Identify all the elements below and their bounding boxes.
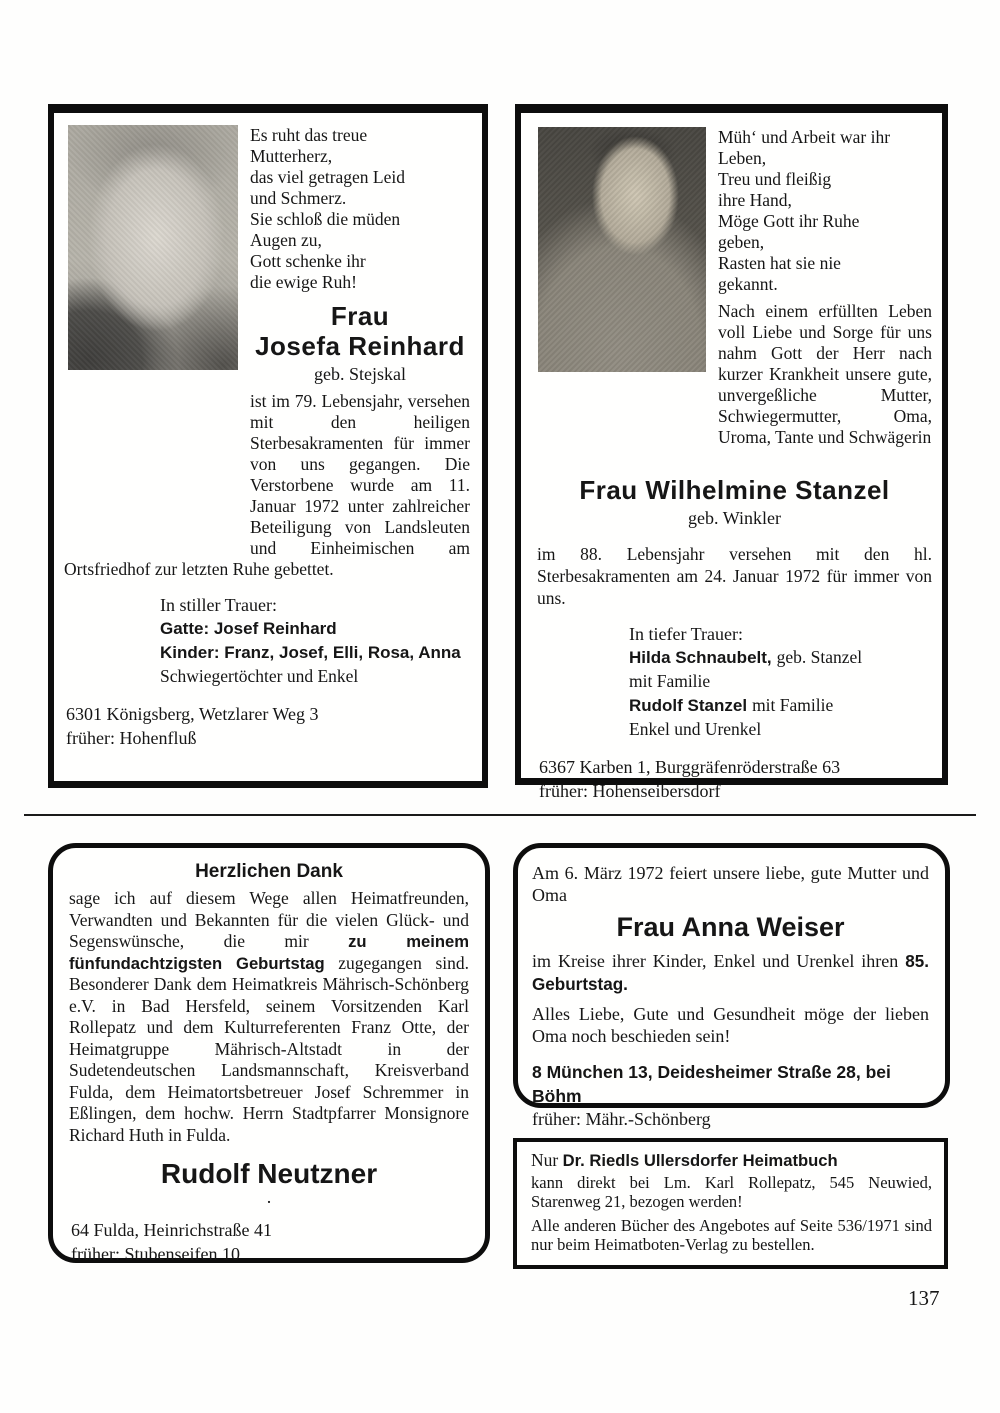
celebrant-name: Frau Anna Weiser [616,912,845,942]
poem-line: ihre Hand, [718,190,792,210]
poem-line: geben, [718,232,765,252]
address-block [539,755,932,803]
mourner-line [629,718,932,741]
address-line: 8 München 13, Deidesheimer Straße 28, bei Böhm [532,1062,891,1106]
notice-paragraph: kann direkt bei Lm. Karl Rollepatz, 545 Neuwied, Starenweg 21, bezogen werden! [531,1173,932,1211]
deceased-name: Frau Wilhelmine Stanzel [579,475,890,505]
lead-text-bold: Dr. Riedls Ullersdorfer Heimatbuch [562,1151,838,1170]
signature-dot: . [266,1187,272,1207]
mourning-section [629,623,932,741]
signature-name: Rudolf Neutzner [160,1158,378,1189]
poem-line: Müh‘ und Arbeit war ihr [718,127,891,147]
notice-body-text2: Alles Liebe, Gute und Gesundheit möge der lieben Oma noch beschieden sein! [532,1004,929,1046]
maiden-name: geb. Winkler [688,508,781,528]
notice-lead [531,1150,932,1171]
obituary-josefa-reinhard [48,104,488,788]
mourner-name: Kinder: Franz, Josef, Elli, Rosa, Anna [160,643,461,662]
body-text: im Kreise ihrer Kinder, Enkel und Urenkel ihren [532,951,906,971]
mourner-rest: mit Familie [752,695,834,715]
notice-body-text [69,888,469,1146]
poem-line: Sie schloß die müden [250,209,401,229]
obituary-wilhelmine-stanzel [515,104,948,801]
poem-line: Augen zu, [250,230,322,250]
poem-line: und Schmerz. [250,188,347,208]
birthday-notice-anna-weiser [513,843,950,1129]
obituary-intro-text: Nach einem erfüllten Leben voll Liebe und Sorge für uns nahm Gott der Herr nach kurzer Krankheit unsere gute, unvergeßliche Mutter, Schwiegermutter, Oma, Uroma, Tante und Schwägerin [718,301,932,447]
mourner-rest: Schwiegertöchter und Enkel [160,666,359,686]
mourning-section [160,594,470,688]
maiden-name: geb. Stejskal [314,364,406,384]
mourner-line [160,665,470,688]
body-text: sage ich auf diesem Wege allen Heimatfreunden, Verwandten und Bekannten für die vielen Glück- und Segenswünsche, die mir [69,888,469,951]
mourner-line [160,641,470,664]
portrait-photo-josefa-reinhard [68,125,238,370]
address-line: 6367 Karben 1, Burggräfenröderstraße 63 [539,757,841,777]
notice-body-text [532,950,929,996]
photo-column [537,125,718,475]
heimatbuch-notice [513,1138,948,1269]
poem-line: Rasten hat sie nie [718,253,841,273]
poem-line: Mutterherz, [250,146,333,166]
notice-heading: Herzlichen Dank [195,861,343,882]
address-line: 64 Fulda, Heinrichstraße 41 [71,1220,272,1240]
mourner-rest: Enkel und Urenkel [629,719,762,739]
poem-line: die ewige Ruh! [250,272,357,292]
former-residence: früher: Hohenseibersdorf [539,781,721,801]
address-block [71,1218,469,1266]
poem-line: Möge Gott ihr Ruhe [718,211,860,231]
mourning-intro: In stiller Trauer: [160,595,277,615]
body-text-bold: zu meinem fünfundachtzigsten Geburtstag [69,932,469,973]
former-residence: früher: Stubenseifen 10 [71,1244,240,1264]
lead-text: Nur [531,1150,563,1170]
mourner-name: Hilda Schnaubelt, [629,648,772,667]
body-text: zugegangen sind. Besonderer Dank dem Heimatkreis Mährisch-Schönberg e.V. in Bad Hersfeld, seinem Vorsitzenden Karl Rollepatz und dem Kulturreferenten Franz Otte, der Heimatgruppe Mährisch-Altstadt in der Sudetendeutschen Landsmannschaft, Kreisverband Fulda, dem Heimatortsbetreuer Josef Schremmer in Eßlingen, dem hochw. Herrn Stadtpfarrer Monsignore Richard Huth in Fulda. [69,952,469,1145]
mourner-rest: mit Familie [629,671,711,691]
poem-line: das viel getragen Leid [250,167,406,187]
address-line: 6301 Königsberg, Wetzlarer Weg 3 [66,704,319,724]
obituary-body-text: im 88. Lebensjahr versehen mit den hl. Sterbesakramenten am 24. Januar 1972 für immer von uns. [537,544,932,608]
notice-paragraph: Alle anderen Bücher des Angebotes auf Seite 536/1971 sind nur beim Heimatboten-Verlag zu bestellen. [531,1216,932,1254]
deceased-name-prefix: Frau [330,301,390,331]
poem-line: Gott schenke ihr [250,251,366,271]
mourner-name: Gatte: Josef Reinhard [160,619,337,638]
thanks-notice-rudolf-neutzner [48,843,490,1263]
mourner-line [160,617,470,640]
address-block [66,702,470,750]
body-text-bold: 85. Geburtstag. [532,952,929,994]
poem-line: Treu und fleißig [718,169,832,189]
former-residence: früher: Hohenfluß [66,728,197,748]
page-number: 137 [908,1286,940,1310]
mourner-line [629,694,932,717]
mourner-name: Rudolf Stanzel [629,696,748,715]
mourning-intro: In tiefer Trauer: [629,624,743,644]
poem-line: gekannt. [718,274,778,294]
portrait-photo-wilhelmine-stanzel [538,127,706,372]
obituary-body-text: ist im 79. Lebensjahr, versehen mit den heiligen Sterbesakramenten für immer von uns gegangen. Die Verstorbene wurde am 11. Januar 1972 unter zahlreicher Beteiligung von Landsleuten und Einheimischen am Ortsfriedhof zur letzten Ruhe gebettet. [64,391,470,579]
mourner-line [629,670,932,693]
poem-line: Leben, [718,148,767,168]
notice-intro: Am 6. März 1972 feiert unsere liebe, gute Mutter und Oma [532,863,929,905]
mourner-line [629,646,932,669]
former-residence: früher: Mähr.-Schönberg [532,1109,711,1129]
photo-column [64,123,250,555]
deceased-name: Josefa Reinhard [255,331,465,361]
section-divider [24,814,976,816]
mourner-rest: geb. Stanzel [776,647,863,667]
poem-line: Es ruht das treue [250,125,368,145]
